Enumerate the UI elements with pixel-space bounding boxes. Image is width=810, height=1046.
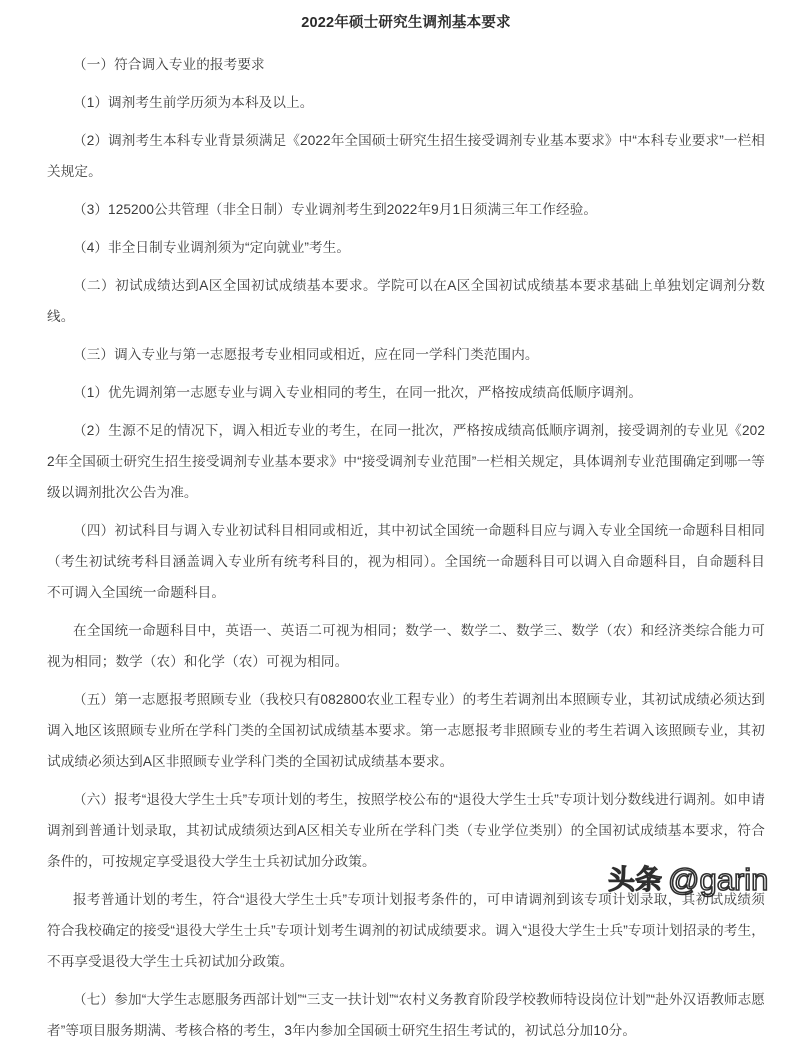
paragraph-p3: （2）调剂考生本科专业背景须满足《2022年全国硕士研究生招生接受调剂专业基本要求》中“本科专业要求”一栏相关规定。 (47, 133, 765, 179)
paragraph-p13: （六）报考“退役大学生士兵”专项计划的考生，按照学校公布的“退役大学生士兵”专项计划分数线进行调剂。如申请调剂到普通计划录取，其初试成绩须达到A区相关专业所在学科门类（专业学位类别）的全国初试成绩基本要求，符合条件的，可按规定享受退役大学生士兵初试加分政策。 (47, 792, 765, 869)
paragraph-p10: （四）初试科目与调入专业初试科目相同或相近，其中初试全国统一命题科目应与调入专业全国统一命题科目相同（考生初试统考科目涵盖调入专业所有统考科目的，视为相同）。全国统一命题科目可以调入自命题科目，自命题科目不可调入全国统一命题科目。 (47, 523, 765, 600)
paragraph-p4: （3）125200公共管理（非全日制）专业调剂考生到2022年9月1日须满三年工作经验。 (73, 202, 598, 217)
document-body (47, 49, 765, 1046)
paragraph-p5: （4）非全日制专业调剂须为“定向就业”考生。 (73, 240, 351, 255)
watermark-cn-text: 头条 (608, 865, 662, 896)
paragraph-p15: （七）参加“大学生志愿服务西部计划”“三支一扶计划”“农村义务教育阶段学校教师特设岗位计划”“赴外汉语教师志愿者”等项目服务期满、考核合格的考生，3年内参加全国硕士研究生招生考试的，初试总分加10分。 (47, 992, 765, 1038)
paragraph-p6: （二）初试成绩达到A区全国初试成绩基本要求。学院可以在A区全国初试成绩基本要求基础上单独划定调剂分数线。 (47, 278, 765, 324)
paragraph-p11: 在全国统一命题科目中，英语一、英语二可视为相同；数学一、数学二、数学三、数学（农）和经济类综合能力可视为相同；数学（农）和化学（农）可视为相同。 (47, 623, 765, 669)
paragraph-p14: 报考普通计划的考生，符合“退役大学生士兵”专项计划报考条件的，可申请调剂到该专项计划录取，其初试成绩须符合我校确定的接受“退役大学生士兵”专项计划考生调剂的初试成绩要求。调入“退役大学生士兵”专项计划招录的考生，不再享受退役大学生士兵初试加分政策。 (47, 892, 765, 969)
page-title: 2022年硕士研究生调剂基本要求 (301, 15, 511, 31)
paragraph-p1: （一）符合调入专业的报考要求 (73, 57, 265, 72)
paragraph-p9: （2）生源不足的情况下，调入相近专业的考生，在同一批次，严格按成绩高低顺序调剂，接受调剂的专业见《2022年全国硕士研究生招生接受调剂专业基本要求》中“接受调剂专业范围”一栏相关规定，具体调剂专业范围确定到哪一等级以调剂批次公告为准。 (47, 423, 765, 500)
paragraph-p12: （五）第一志愿报考照顾专业（我校只有082800农业工程专业）的考生若调剂出本照顾专业，其初试成绩必须达到调入地区该照顾专业所在学科门类的全国初试成绩基本要求。第一志愿报考非照顾专业的考生若调入该照顾专业，其初试成绩必须达到A区非照顾专业学科门类的全国初试成绩基本要求。 (47, 692, 765, 769)
paragraph-p8: （1）优先调剂第一志愿专业与调入专业相同的考生，在同一批次，严格按成绩高低顺序调剂。 (73, 385, 643, 400)
watermark-handle-text: @garin (668, 862, 769, 897)
paragraph-p7: （三）调入专业与第一志愿报考专业相同或相近，应在同一学科门类范围内。 (73, 347, 539, 362)
paragraph-p2: （1）调剂考生前学历须为本科及以上。 (73, 95, 314, 110)
